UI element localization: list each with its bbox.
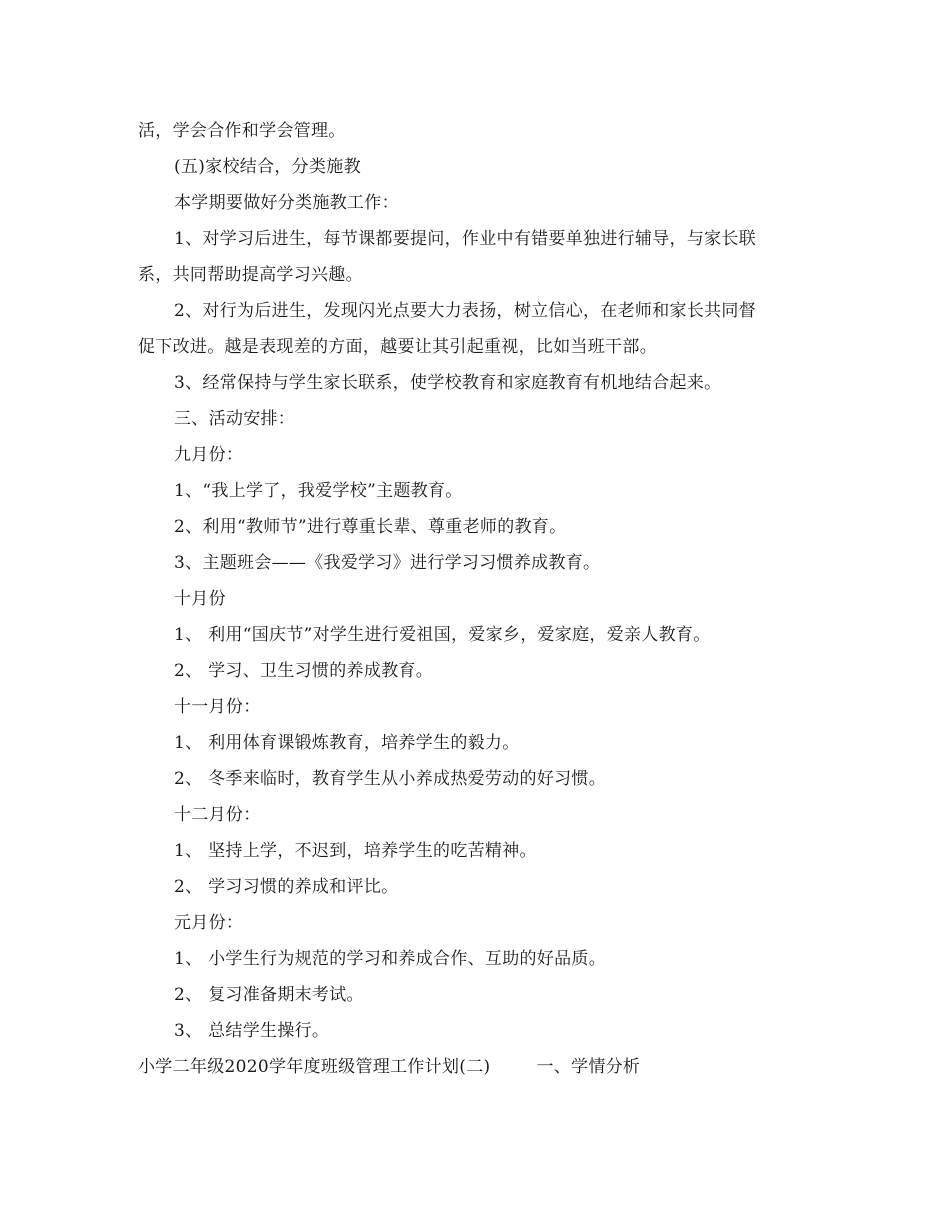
paragraph-line: 1、“我上学了，我爱学校”主题教育。 bbox=[174, 481, 463, 501]
paragraph-line: 1、 利用体育课锻炼教育，培养学生的毅力。 bbox=[174, 733, 520, 753]
paragraph-line: 2、 复习准备期末考试。 bbox=[174, 985, 364, 1005]
paragraph-line: 十一月份： bbox=[174, 697, 261, 717]
paragraph-line: 3、 总结学生操行。 bbox=[174, 1021, 330, 1041]
next-plan-title: 小学二年级2020学年度班级管理工作计划(二) bbox=[138, 1057, 491, 1077]
paragraph-line: 元月份： bbox=[174, 913, 244, 933]
paragraph-line: 2、 冬季来临时，教育学生从小养成热爱劳动的好习惯。 bbox=[174, 769, 607, 789]
paragraph-line: 1、 小学生行为规范的学习和养成合作、互助的好品质。 bbox=[174, 949, 607, 969]
paragraph-line: 3、主题班会——《我爱学习》进行学习习惯养成教育。 bbox=[174, 553, 601, 573]
paragraph-line: (五)家校结合，分类施教 bbox=[174, 157, 361, 177]
paragraph-line: 1、 坚持上学，不迟到，培养学生的吃苦精神。 bbox=[174, 841, 537, 861]
paragraph-line: 2、对行为后进生，发现闪光点要大力表扬，树立信心，在老师和家长共同督 bbox=[174, 301, 757, 321]
paragraph-line: 1、对学习后进生，每节课都要提问，作业中有错要单独进行辅导，与家长联 bbox=[174, 229, 757, 249]
paragraph-line: 2、 学习习惯的养成和评比。 bbox=[174, 877, 399, 897]
paragraph-line: 本学期要做好分类施教工作： bbox=[174, 193, 399, 213]
paragraph-line: 活，学会合作和学会管理。 bbox=[138, 121, 346, 141]
paragraph-line: 1、 利用“国庆节”对学生进行爱祖国，爱家乡，爱家庭，爱亲人教育。 bbox=[174, 625, 711, 645]
section-heading: 一、学情分析 bbox=[536, 1057, 641, 1077]
paragraph-line: 三、活动安排： bbox=[174, 409, 296, 429]
paragraph-line: 系，共同帮助提高学习兴趣。 bbox=[138, 265, 363, 285]
paragraph-line: 2、利用“教师节”进行尊重长辈、尊重老师的教育。 bbox=[174, 517, 567, 537]
paragraph-line: 2、 学习、卫生习惯的养成教育。 bbox=[174, 661, 434, 681]
paragraph-line: 十二月份： bbox=[174, 805, 261, 825]
paragraph-line: 3、经常保持与学生家长联系，使学校教育和家庭教育有机地结合起来。 bbox=[174, 373, 722, 393]
paragraph-line: 十月份 bbox=[174, 589, 226, 609]
paragraph-line: 促下改进。越是表现差的方面，越要让其引起重视，比如当班干部。 bbox=[138, 337, 657, 357]
next-plan-heading-line bbox=[138, 1049, 806, 1085]
document-body bbox=[138, 113, 806, 1085]
paragraph-line: 九月份： bbox=[174, 445, 244, 465]
